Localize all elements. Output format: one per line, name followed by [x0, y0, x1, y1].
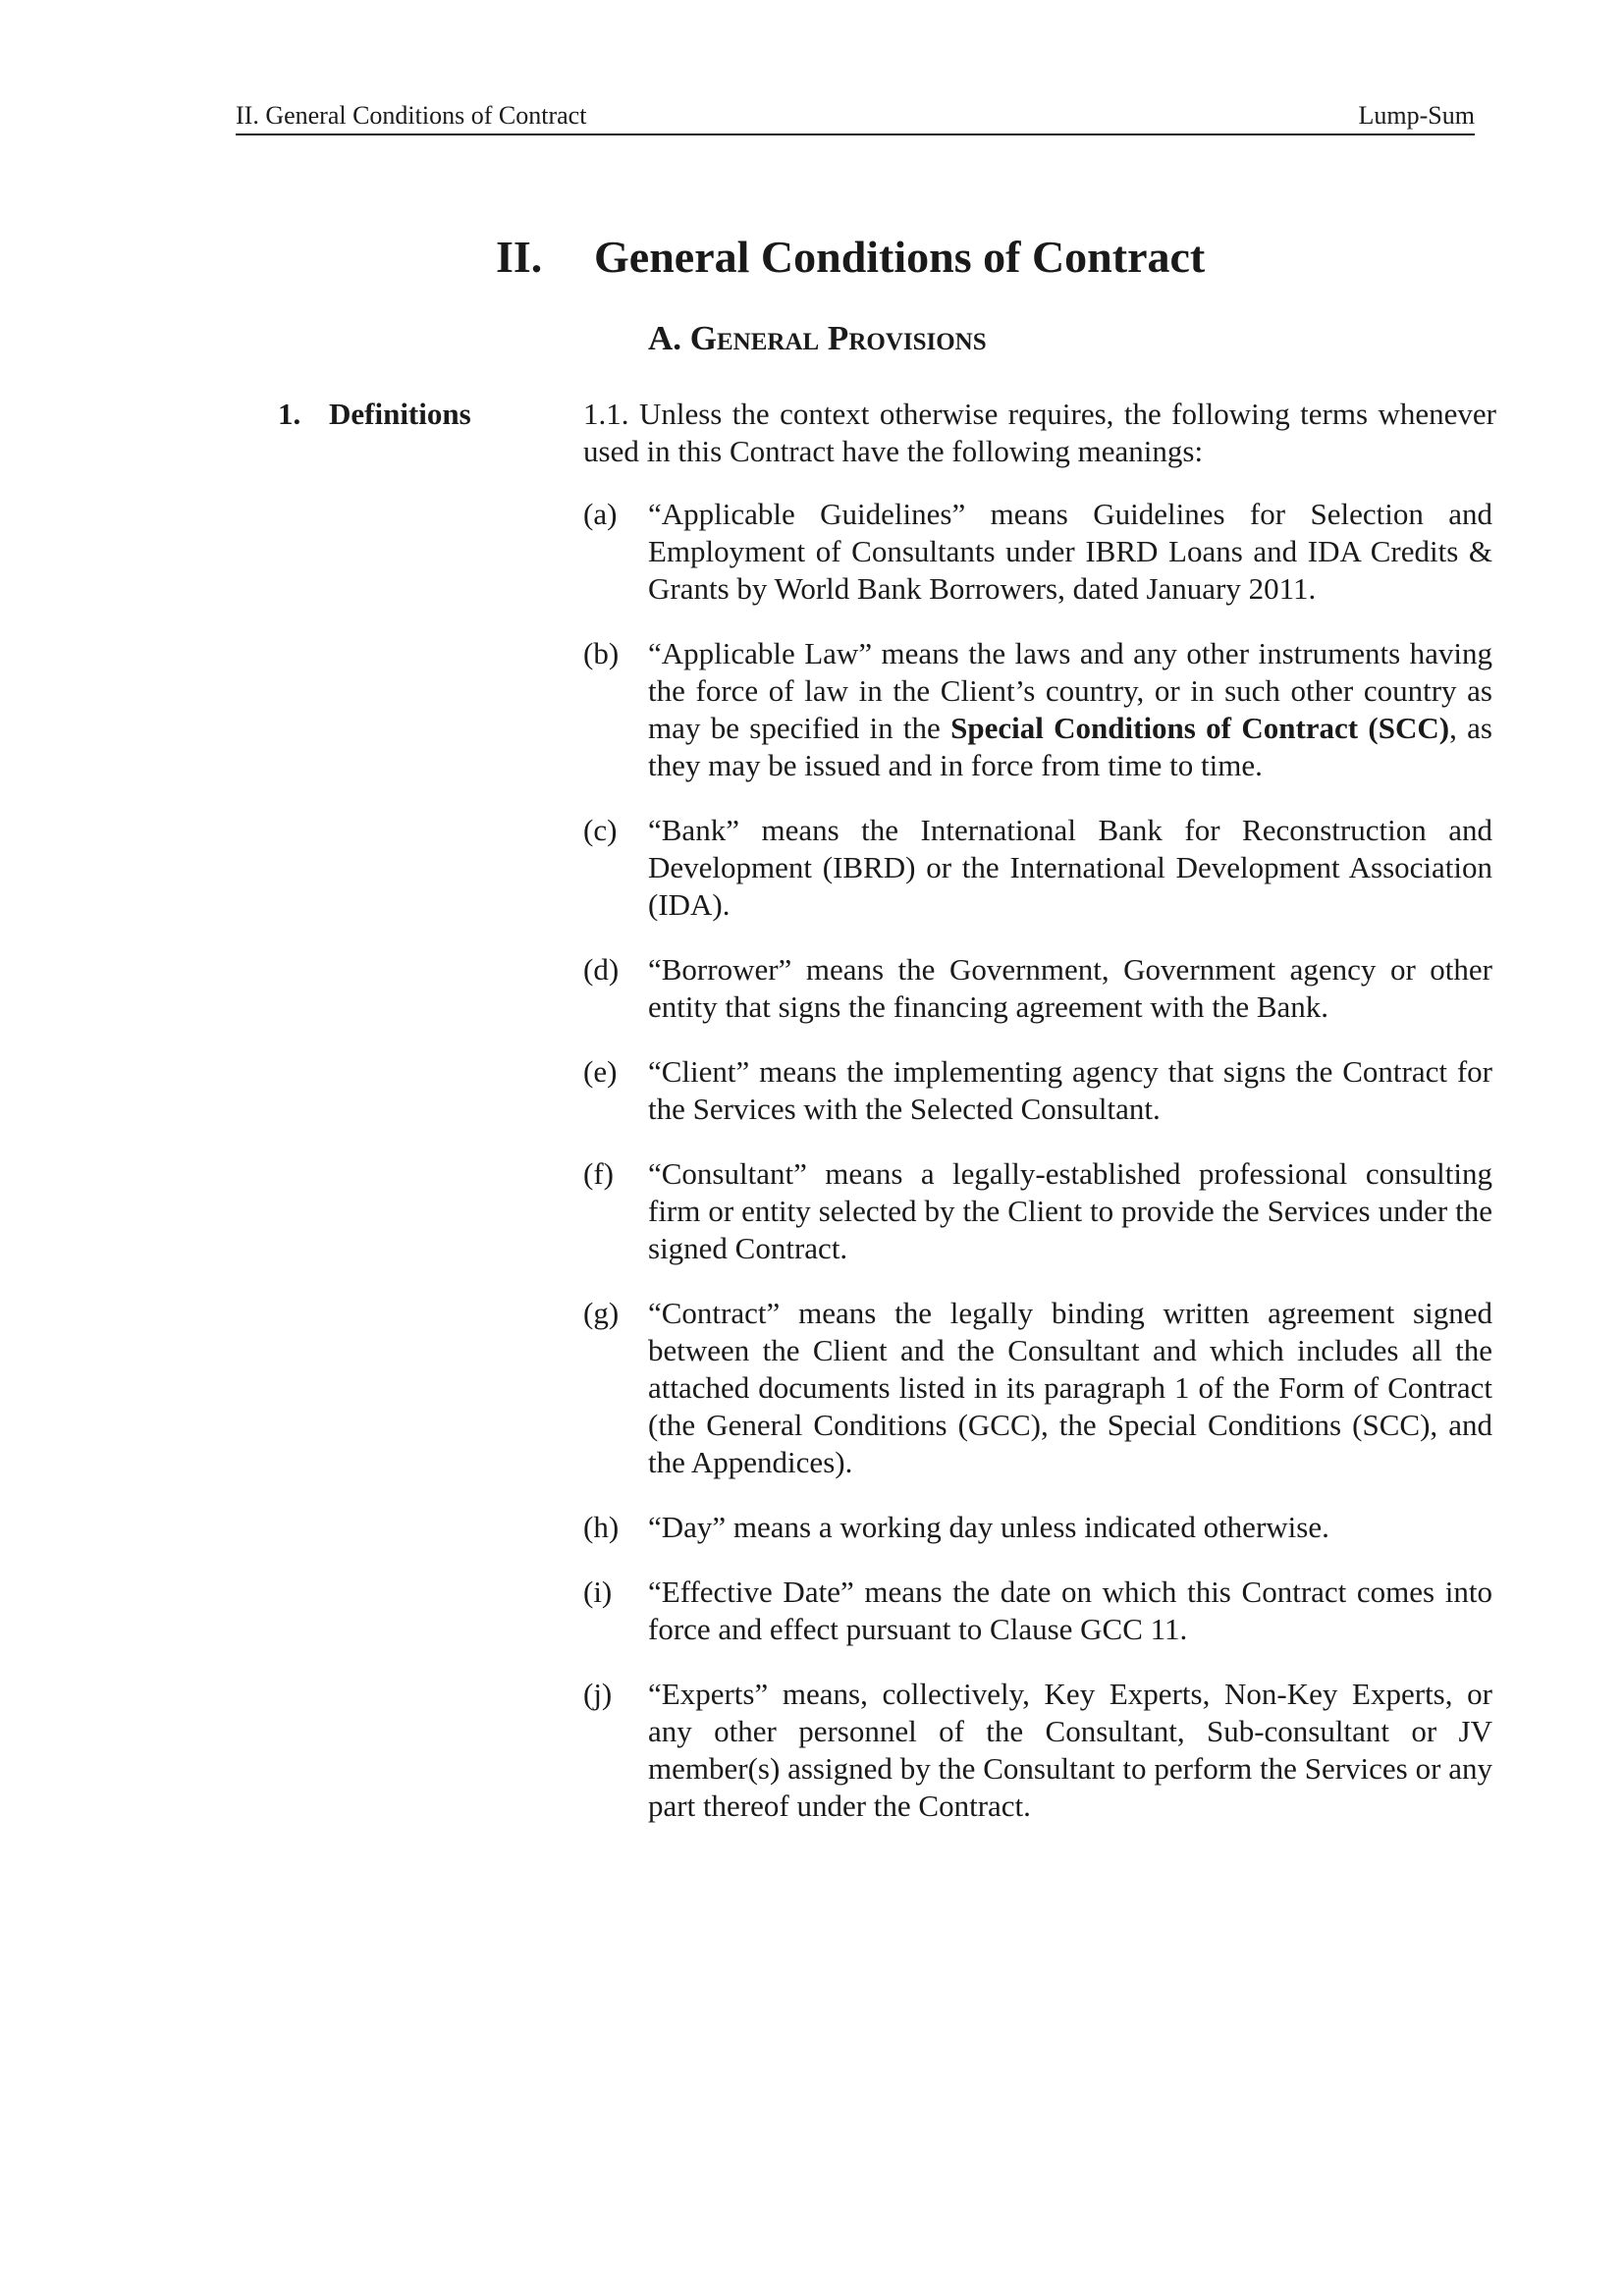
document-title: [496, 228, 1205, 287]
definition-label: (e): [583, 1054, 618, 1089]
definition-label: (a): [583, 497, 618, 531]
definition-item: [583, 951, 1506, 1026]
clause-heading: [278, 396, 471, 433]
definition-label: (i): [583, 1575, 613, 1609]
definition-text: “Experts” means, collectively, Key Experts, Non-Key Experts, or any other personnel of the Consultant, Sub-consultant or JV member(s) assigned by the Consultant to perform the Services or any part thereof under the Contract.: [648, 1677, 1492, 1823]
running-header: [236, 98, 1475, 135]
definition-label: (b): [583, 636, 620, 670]
definition-item: [583, 1676, 1506, 1825]
definition-item: [583, 1155, 1506, 1267]
definition-item: [583, 1295, 1506, 1481]
header-left-text: II. General Conditions of Contract: [236, 101, 587, 130]
definition-item: [583, 1509, 1506, 1546]
title-text: General Conditions of Contract: [594, 232, 1206, 282]
definition-item: [583, 1574, 1506, 1648]
definition-text: “Client” means the implementing agency that signs the Contract for the Services with the Selected Consultant.: [648, 1054, 1492, 1126]
clause-body: [583, 396, 1506, 1852]
definition-text-part: , as they may be issued and in force from time to time.: [648, 711, 1492, 782]
clause-heading-text: Definitions: [329, 397, 471, 431]
definition-text: “Bank” means the International Bank for Reconstruction and Development (IBRD) or the International Development Association (IDA).: [648, 813, 1492, 922]
definition-text: “Applicable Guidelines” means Guidelines for Selection and Employment of Consultants under IBRD Loans and IDA Credits & Grants by World Bank Borrowers, dated January 2011.: [648, 497, 1492, 606]
definition-text: “Contract” means the legally binding written agreement signed between the Client and the Consultant and which includes all the attached documents listed in its paragraph 1 of the Form of Contract (the General Conditions (GCC), the Special Conditions (SCC), and the Appendices).: [648, 1296, 1492, 1479]
definition-text: “Consultant” means a legally-established professional consulting firm or entity selected by the Client to provide the Services under the signed Contract.: [648, 1156, 1492, 1265]
definition-item: [583, 496, 1506, 608]
definition-item: [583, 635, 1506, 784]
definition-text: “Borrower” means the Government, Government agency or other entity that signs the financing agreement with the Bank.: [648, 952, 1492, 1024]
definition-item: [583, 1053, 1506, 1128]
definition-text: “Effective Date” means the date on which this Contract comes into force and effect pursuant to Clause GCC 11.: [648, 1575, 1492, 1646]
definition-text: “Day” means a working day unless indicated otherwise.: [648, 1510, 1329, 1544]
definition-label: (h): [583, 1510, 620, 1544]
definition-text-part: “Applicable Law” means the laws and any other instruments having the force of law in the Client’s country, or in such other country as may be specified in the: [648, 636, 1492, 745]
definition-label: (d): [583, 952, 620, 987]
clause-number: 1.: [278, 397, 301, 431]
header-right-text: Lump-Sum: [1358, 101, 1475, 130]
definition-label: (f): [583, 1156, 614, 1191]
section-title: A. General Provisions: [648, 319, 987, 357]
definition-bold-term: Special Conditions of Contract (SCC): [950, 711, 1450, 745]
definition-item: [583, 812, 1506, 924]
clause-intro: 1.1. Unless the context otherwise requires, the following terms whenever used in this Contract have the following meanings:: [583, 397, 1496, 468]
definition-label: (c): [583, 813, 618, 847]
definition-text: [648, 635, 1492, 784]
definition-label: (g): [583, 1296, 620, 1330]
title-number: II.: [496, 232, 543, 282]
definition-label: (j): [583, 1677, 613, 1711]
